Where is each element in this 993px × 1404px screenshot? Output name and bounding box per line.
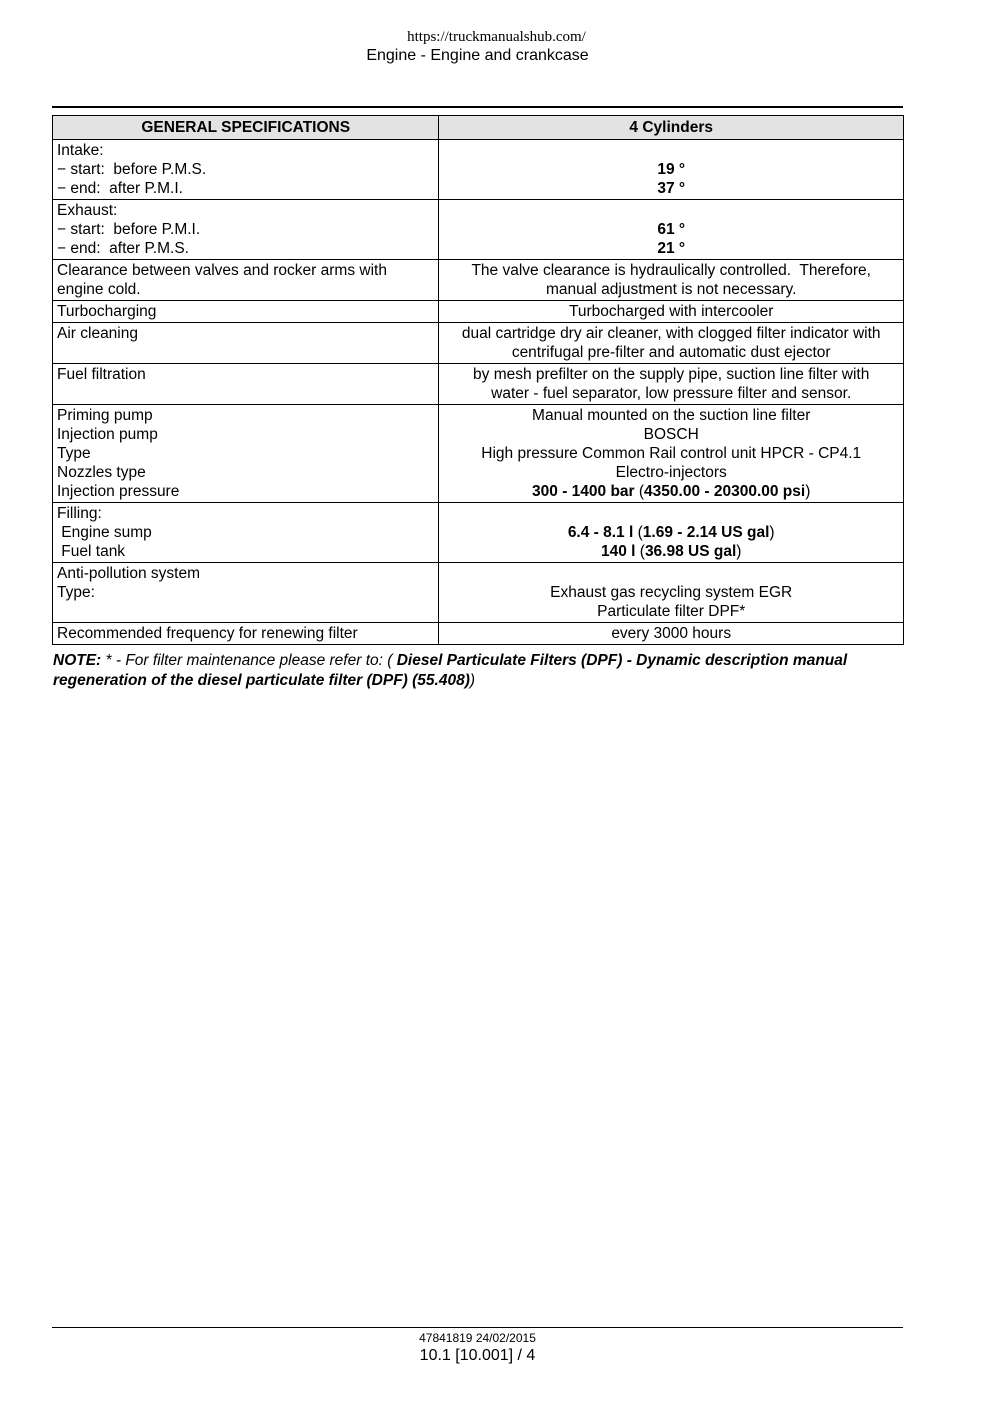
injection-pump-label: Injection pump (57, 426, 158, 443)
section-title: Engine - Engine and crankcase (366, 47, 589, 64)
maintenance-note (53, 651, 908, 691)
clearance-value-cell (439, 260, 904, 301)
dpf-reference-link[interactable]: Diesel Particulate Filters (DPF) - Dynamic description manual regeneration of the diesel particulate filter (DPF) (55.408) (53, 652, 848, 689)
filling-value-cell (439, 503, 904, 563)
exhaust-label-cell (53, 200, 439, 260)
table-row-exhaust (53, 200, 904, 260)
filter-frequency-label: Recommended frequency for renewing filter (53, 623, 439, 645)
table-row-anti-pollution (53, 563, 904, 623)
note-text: * - For filter maintenance please refer to: ( (101, 652, 397, 669)
injection-pressure-label: Injection pressure (57, 483, 180, 500)
exhaust-value-cell (439, 200, 904, 260)
document-number: 47841819 24/02/2015 (419, 1331, 536, 1345)
table-row-turbocharging (53, 301, 904, 323)
general-specifications-table (52, 115, 904, 645)
filling-label-cell (53, 503, 439, 563)
exhaust-end-value: 21 ° (657, 240, 686, 257)
table-row-air-cleaning (53, 323, 904, 364)
engine-sump-value: 6.4 - 8.1 l (1.69 - 2.14 US gal) (567, 524, 775, 541)
antipollution-label-cell (53, 563, 439, 623)
priming-pump-value: Manual mounted on the suction line filter (532, 407, 811, 424)
antipollution-type-label: Type: (57, 584, 95, 601)
fuel-label: Fuel filtration (53, 364, 439, 405)
table-row-fuel-filtration (53, 364, 904, 405)
table-header-row (53, 116, 904, 140)
antipollution-value-2: Particulate filter DPF* (597, 603, 746, 620)
antipollution-value-cell (439, 563, 904, 623)
type-value: High pressure Common Rail control unit HPCR - CP4.1 (481, 445, 862, 462)
clearance-label-1: Clearance between valves and rocker arms with (57, 262, 387, 279)
air-value-cell (439, 323, 904, 364)
intake-label-cell (53, 140, 439, 200)
page-number: 10.1 [10.001] / 4 (419, 1347, 536, 1364)
header-divider (52, 106, 903, 108)
intake-start-label: − start: before P.M.S. (57, 161, 207, 178)
injection-pressure-value: 300 - 1400 bar (4350.00 - 20300.00 psi) (532, 483, 811, 500)
air-value-2: centrifugal pre-filter and automatic dust ejector (511, 344, 831, 361)
intake-start-value: 19 ° (657, 161, 686, 178)
filter-frequency-value: every 3000 hours (439, 623, 904, 645)
tank-gallons: 36.98 US gal (644, 543, 737, 560)
fuel-value-2: water - fuel separator, low pressure filter and sensor. (491, 385, 852, 402)
sump-litres: 6.4 - 8.1 l (567, 524, 634, 541)
pressure-bar: 300 - 1400 bar (532, 483, 635, 500)
column-header-specifications: GENERAL SPECIFICATIONS (53, 116, 439, 140)
fuel-tank-value: 140 l (36.98 US gal) (600, 543, 742, 560)
engine-sump-label: Engine sump (57, 524, 152, 541)
table-row-filter-frequency (53, 623, 904, 645)
source-url: https://truckmanualshub.com/ (407, 29, 586, 45)
intake-value-cell (439, 140, 904, 200)
nozzles-type-value: Electro-injectors (615, 464, 727, 481)
priming-pump-label: Priming pump (57, 407, 153, 424)
clearance-value-2: manual adjustment is not necessary. (546, 281, 797, 298)
turbo-value: Turbocharged with intercooler (439, 301, 904, 323)
injection-value-cell (439, 405, 904, 503)
column-header-cylinders: 4 Cylinders (439, 116, 904, 140)
antipollution-title: Anti-pollution system (57, 565, 201, 582)
pressure-psi: 4350.00 - 20300.00 psi (644, 483, 806, 500)
table-row-valve-clearance (53, 260, 904, 301)
intake-title: Intake: (57, 142, 104, 159)
fuel-value-cell (439, 364, 904, 405)
table-row-intake (53, 140, 904, 200)
exhaust-start-label: − start: before P.M.I. (57, 221, 201, 238)
injection-pump-value: BOSCH (643, 426, 699, 443)
air-value-1: dual cartridge dry air cleaner, with clogged filter indicator with (461, 325, 881, 342)
clearance-value-1: The valve clearance is hydraulically controlled. Therefore, (471, 262, 871, 279)
footer-divider (52, 1327, 903, 1328)
intake-end-value: 37 ° (657, 180, 686, 197)
clearance-label-2: engine cold. (57, 281, 141, 298)
fuel-value-1: by mesh prefilter on the supply pipe, suction line filter with (473, 366, 870, 383)
table-row-injection (53, 405, 904, 503)
exhaust-end-label: − end: after P.M.S. (57, 240, 189, 257)
injection-label-cell (53, 405, 439, 503)
intake-end-label: − end: after P.M.I. (57, 180, 183, 197)
nozzles-type-label: Nozzles type (57, 464, 146, 481)
air-label: Air cleaning (53, 323, 439, 364)
note-suffix: ) (469, 672, 476, 689)
table-row-filling (53, 503, 904, 563)
exhaust-start-value: 61 ° (657, 221, 686, 238)
sump-gallons: 1.69 - 2.14 US gal (642, 524, 770, 541)
exhaust-title: Exhaust: (57, 202, 118, 219)
fuel-tank-label: Fuel tank (57, 543, 126, 560)
clearance-label-cell (53, 260, 439, 301)
turbo-label: Turbocharging (53, 301, 439, 323)
tank-litres: 140 l (600, 543, 636, 560)
antipollution-value-1: Exhaust gas recycling system EGR (550, 584, 793, 601)
note-prefix: NOTE: (53, 652, 102, 669)
type-label: Type (57, 445, 91, 462)
filling-title: Filling: (57, 505, 102, 522)
